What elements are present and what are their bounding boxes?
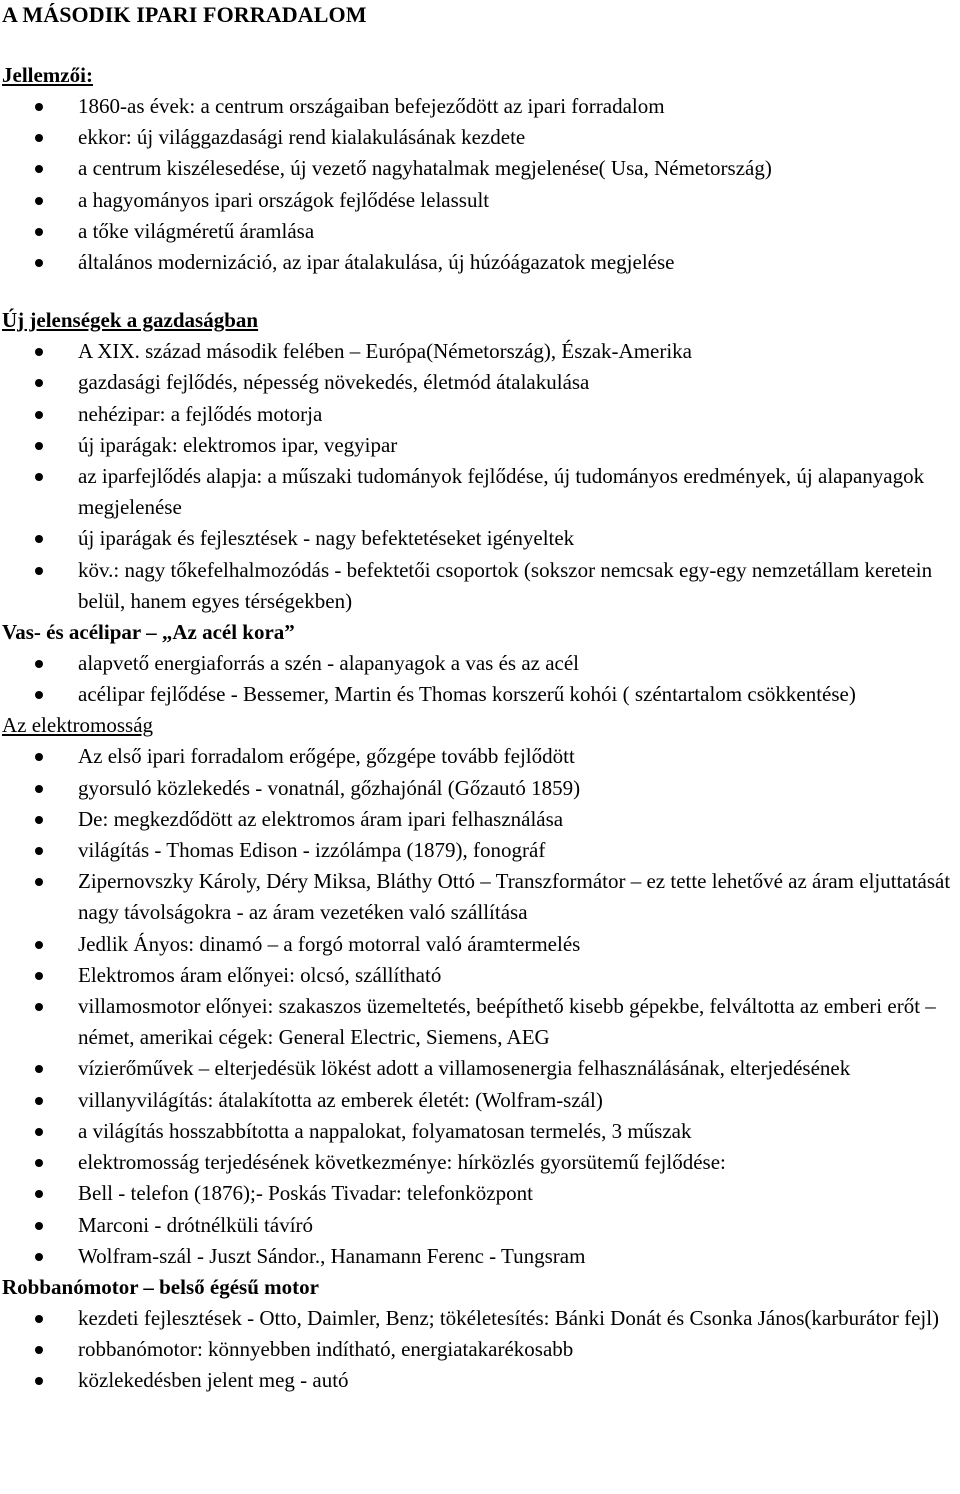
list-item: acélipar fejlődése - Bessemer, Martin és Thomas korszerű kohói ( széntartalom csökkentése) [2,679,960,710]
list-item: a világítás hosszabbította a nappalokat, folyamatosan termelés, 3 műszak [2,1116,960,1147]
list-item: a hagyományos ipari országok fejlődése lelassult [2,185,960,216]
bullet-list [2,741,960,1271]
list-item: villamosmotor előnyei: szakaszos üzemeltetés, beépíthető kisebb gépekbe, felváltotta az emberi erőt – német, amerikai cégek: General Electric, Siemens, AEG [2,991,960,1053]
list-item: gazdasági fejlődés, népesség növekedés, életmód átalakulása [2,367,960,398]
list-item: robbanómotor: könnyebben indítható, energiatakarékosabb [2,1334,960,1365]
list-item: Wolfram-szál - Juszt Sándor., Hanamann Ferenc - Tungsram [2,1241,960,1272]
section-jellemzoi [2,60,960,278]
list-item: a tőke világméretű áramlása [2,216,960,247]
list-item: 1860-as évek: a centrum országaiban befejeződött az ipari forradalom [2,91,960,122]
page-title: A MÁSODIK IPARI FORRADALOM [2,2,367,27]
bullet-list [2,648,960,710]
list-item: általános modernizáció, az ipar átalakulása, új húzóágazatok megjelése [2,247,960,278]
list-item: közlekedésben jelent meg - autó [2,1365,960,1396]
list-item: Az első ipari forradalom erőgépe, gőzgépe tovább fejlődött [2,741,960,772]
list-item: Zipernovszky Károly, Déry Miksa, Bláthy Ottó – Transzformátor – ez tette lehetővé az áram eljuttatását nagy távolságokra - az áram vezetéken való szállítása [2,866,960,928]
list-item: köv.: nagy tőkefelhalmozódás - befektetői csoportok (sokszor nemcsak egy-egy nemzetállam keretein belül, hanem egyes térségekben) [2,555,960,617]
list-item: elektromosság terjedésének következménye: hírközlés gyorsütemű fejlődése: [2,1147,960,1178]
section-heading: Az elektromosság [2,713,154,738]
list-item: a centrum kiszélesedése, új vezető nagyhatalmak megjelenése( Usa, Németország) [2,153,960,184]
list-item: ekkor: új világgazdasági rend kialakulásának kezdete [2,122,960,153]
document-page [2,0,960,1397]
section-robbanomotor [2,1272,960,1397]
list-item: Jedlik Ányos: dinamó – a forgó motorral való áramtermelés [2,929,960,960]
bullet-list [2,336,960,617]
list-item: De: megkezdődött az elektromos áram ipari felhasználása [2,804,960,835]
list-item: Elektromos áram előnyei: olcsó, szállítható [2,960,960,991]
section-heading: Robbanómotor – belső égésű motor [2,1274,319,1299]
bullet-list [2,91,960,278]
section-uj-jelensegek [2,305,960,617]
list-item: villanyvilágítás: átalakította az emberek életét: (Wolfram-szál) [2,1085,960,1116]
list-item: alapvető energiaforrás a szén - alapanyagok a vas és az acél [2,648,960,679]
list-item: új iparágak: elektromos ipar, vegyipar [2,430,960,461]
list-item: kezdeti fejlesztések - Otto, Daimler, Benz; tökéletesítés: Bánki Donát és Csonka János(karburátor fejl) [2,1303,960,1334]
list-item: Bell - telefon (1876);- Poskás Tivadar: telefonközpont [2,1178,960,1209]
section-elektromossag [2,710,960,1271]
list-item: Marconi - drótnélküli távíró [2,1210,960,1241]
section-vas-acel [2,617,960,710]
bullet-list [2,1303,960,1397]
list-item: vízierőművek – elterjedésük lökést adott a villamosenergia felhasználásának, elterjedésének [2,1053,960,1084]
section-heading: Vas- és acélipar – „Az acél kora” [2,620,295,645]
list-item: az iparfejlődés alapja: a műszaki tudományok fejlődése, új tudományos eredmények, új alapanyagok megjelenése [2,461,960,523]
list-item: világítás - Thomas Edison - izzólámpa (1879), fonográf [2,835,960,866]
list-item: gyorsuló közlekedés - vonatnál, gőzhajónál (Gőzautó 1859) [2,773,960,804]
section-heading: Jellemzői: [2,63,93,87]
list-item: nehézipar: a fejlődés motorja [2,399,960,430]
list-item: új iparágak és fejlesztések - nagy befektetéseket igényeltek [2,523,960,554]
list-item: A XIX. század második felében – Európa(Németország), Észak-Amerika [2,336,960,367]
section-heading: Új jelenségek a gazdaságban [2,308,259,333]
